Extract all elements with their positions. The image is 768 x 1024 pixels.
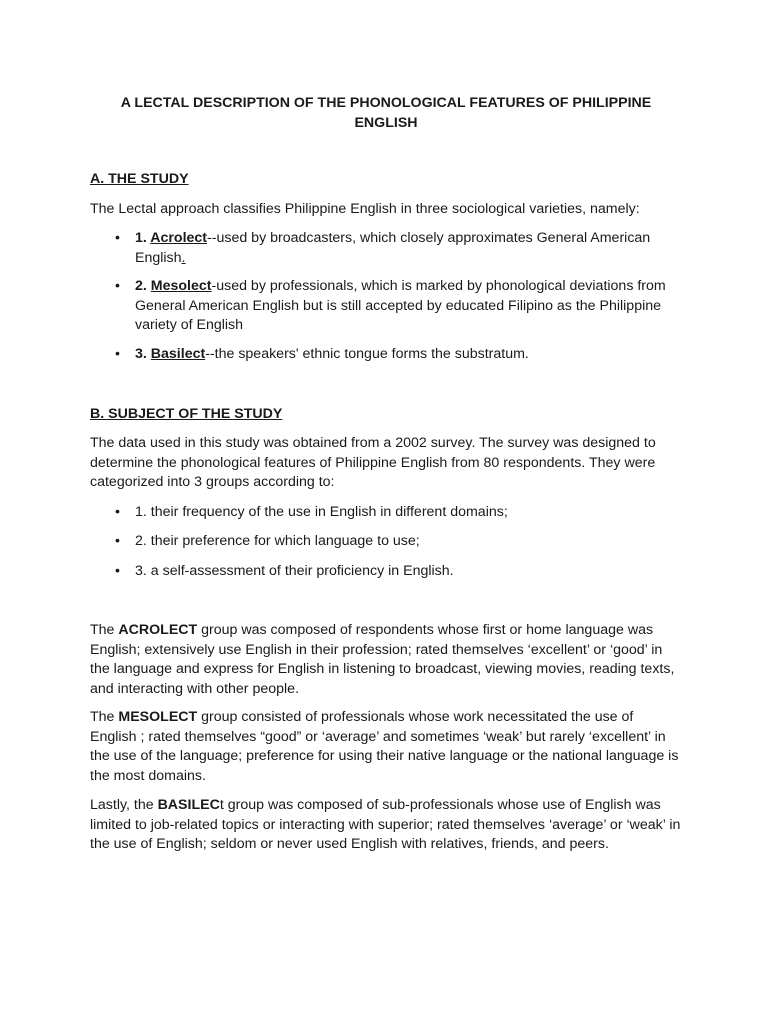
body-text: group consisted of professionals whose work necessitated the use of English ; rated themselves “good” or ‘average’ and sometimes ‘weak’ but rarely ‘excellent’ in the use of the language; preference for using their native language or the national language is the most domains. xyxy=(90,709,679,784)
bullet-icon: • xyxy=(115,563,120,579)
term-tail: t xyxy=(219,797,224,813)
basilect-paragraph xyxy=(90,796,682,855)
item-text: --used by broadcasters, which closely approximates General American English xyxy=(135,230,651,266)
item-number: 1. xyxy=(135,230,151,246)
bullet-icon: • xyxy=(115,533,120,549)
term-acrolect: Acrolect xyxy=(150,230,208,246)
body-text: group was composed of respondents whose first or home language was English; extensively use English in their profession; rated themselves ‘excellent’ or ‘good’ in the language and express for English in listening to broadcast, viewing movies, reading texts, and interacting with other people. xyxy=(90,622,675,697)
list-item-basilect xyxy=(90,345,682,365)
list-item xyxy=(90,562,682,582)
item-text: --the speakers' ethnic tongue forms the substratum. xyxy=(205,346,529,362)
section-a-heading: A. THE STUDY xyxy=(90,171,189,187)
section-b-heading: B. SUBJECT OF THE STUDY xyxy=(90,406,283,422)
section-b-list xyxy=(90,503,682,523)
bullet-icon: • xyxy=(115,278,120,294)
lead-text: The xyxy=(90,622,119,638)
section-a-list-2 xyxy=(90,277,682,336)
term-acrolect-group: ACROLECT xyxy=(118,622,198,638)
term-basilect: Basilect xyxy=(150,346,206,362)
list-item xyxy=(90,503,682,523)
term-basilect-group: BASILEC xyxy=(157,797,220,813)
list-item-mesolect xyxy=(90,277,682,336)
document-title: A LECTAL DESCRIPTION OF THE PHONOLOGICAL FEATURES OF PHILIPPINE ENGLISH xyxy=(120,95,652,131)
bullet-icon: • xyxy=(115,346,120,362)
list-item-acrolect xyxy=(90,229,682,268)
item-text: 3. a self-assessment of their proficiency in English. xyxy=(135,563,454,579)
acrolect-paragraph xyxy=(90,621,682,699)
section-b-list-2 xyxy=(90,532,682,552)
section-a-list xyxy=(90,229,682,268)
section-b-intro: The data used in this study was obtained from a 2002 survey. The survey was designed to determine the phonological features of Philippine English from 80 respondents. They were categorized into 3 groups according to: xyxy=(90,435,656,490)
item-text: -used by professionals, which is marked by phonological deviations from General American English but is still accepted by educated Filipino as the Philippine variety of English xyxy=(135,278,666,333)
item-tail: . xyxy=(181,249,186,266)
item-number: 2. xyxy=(135,278,151,294)
section-a-list-3 xyxy=(90,345,682,365)
bullet-icon: • xyxy=(115,230,120,246)
lead-text: The xyxy=(90,709,119,725)
mesolect-paragraph xyxy=(90,708,682,786)
term-mesolect-group: MESOLECT xyxy=(118,709,198,725)
item-number: 3. xyxy=(135,346,151,362)
section-a-intro: The Lectal approach classifies Philippine English in three sociological varieties, namely: xyxy=(90,201,640,217)
item-text: 2. their preference for which language to use; xyxy=(135,533,420,549)
bullet-icon: • xyxy=(115,504,120,520)
item-text: 1. their frequency of the use in English in different domains; xyxy=(135,504,508,520)
list-item xyxy=(90,532,682,552)
term-mesolect: Mesolect xyxy=(150,278,212,294)
body-text: group was composed of sub-professionals whose use of English was limited to job-related topics or interacting with superior; rated themselves ‘average’ or ‘weak’ in the use of English; seldom or never used English with relatives, friends, and peers. xyxy=(90,797,681,852)
lead-text: Lastly, the xyxy=(90,797,158,813)
section-b-list-3 xyxy=(90,562,682,582)
